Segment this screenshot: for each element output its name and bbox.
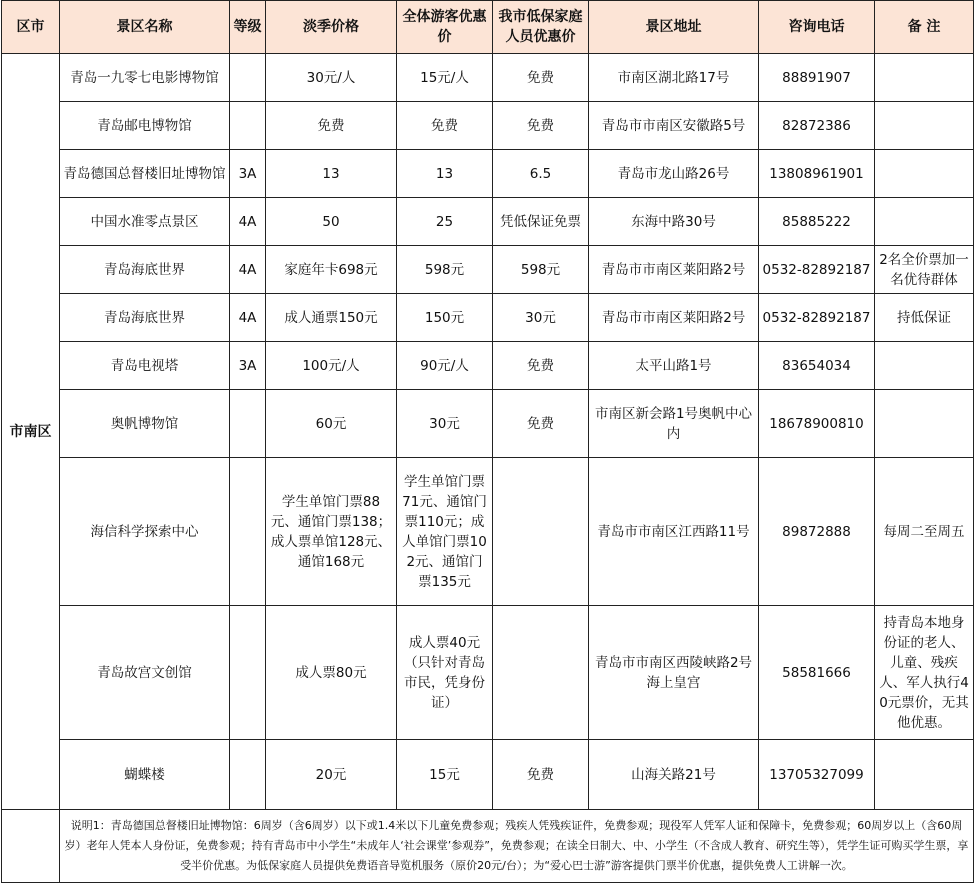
note-row [2,810,974,883]
table-row [2,458,974,606]
level-cell: 3A [230,150,266,198]
phone-cell: 89872888 [759,458,875,606]
off-season-price-cell: 100元/人 [266,342,397,390]
low-income-price-cell: 6.5 [493,150,589,198]
off-season-price-cell: 13 [266,150,397,198]
remark-cell: 持低保证 [875,294,974,342]
low-income-price-cell: 免费 [493,740,589,810]
all-visitor-price-cell: 15元/人 [397,54,493,102]
header-remark: 备 注 [875,1,974,54]
all-visitor-price-cell: 90元/人 [397,342,493,390]
table-row [2,102,974,150]
remark-cell [875,102,974,150]
off-season-price-cell: 50 [266,198,397,246]
level-cell [230,606,266,740]
all-visitor-price-cell: 15元 [397,740,493,810]
off-season-price-cell: 学生单馆门票88元、通馆门票138；成人票单馆128元、通馆168元 [266,458,397,606]
level-cell [230,458,266,606]
remark-cell [875,198,974,246]
address-cell: 青岛市市南区莱阳路2号 [589,246,759,294]
scenic-name-cell: 中国水准零点景区 [60,198,230,246]
off-season-price-cell: 20元 [266,740,397,810]
low-income-price-cell: 30元 [493,294,589,342]
header-district: 区市 [2,1,60,54]
address-cell: 山海关路21号 [589,740,759,810]
phone-cell: 85885222 [759,198,875,246]
phone-cell: 58581666 [759,606,875,740]
phone-cell: 13705327099 [759,740,875,810]
header-phone: 咨询电话 [759,1,875,54]
address-cell: 青岛市龙山路26号 [589,150,759,198]
table-row [2,150,974,198]
off-season-price-cell: 免费 [266,102,397,150]
off-season-price-cell: 成人通票150元 [266,294,397,342]
level-cell: 4A [230,198,266,246]
all-visitor-price-cell: 成人票40元（只针对青岛市民，凭身份证） [397,606,493,740]
header-all-visitor-price: 全体游客优惠价 [397,1,493,54]
all-visitor-price-cell: 13 [397,150,493,198]
scenic-name-cell: 青岛海底世界 [60,294,230,342]
off-season-price-cell: 60元 [266,390,397,458]
level-cell [230,102,266,150]
table-row [2,198,974,246]
phone-cell: 83654034 [759,342,875,390]
address-cell: 太平山路1号 [589,342,759,390]
table-row [2,390,974,458]
remark-cell [875,740,974,810]
all-visitor-price-cell: 免费 [397,102,493,150]
header-address: 景区地址 [589,1,759,54]
remark-cell: 2名全价票加一名优待群体 [875,246,974,294]
address-cell: 市南区湖北路17号 [589,54,759,102]
level-cell [230,54,266,102]
table-row [2,740,974,810]
note-text: 说明1：青岛德国总督楼旧址博物馆：6周岁（含6周岁）以下或1.4米以下儿童免费参观；残疾人凭残疾证件，免费参观；现役军人凭军人证和保障卡，免费参观；60周岁以上（含60周岁）老年人凭本人身份证，免费参观；持有青岛市中小学生“未成年人‘社会课堂’参观券”，免费参观；在读全日制大、中、小学生（不含成人教育、研究生等），凭学生证可购买学生票，享受半价优惠。为低保家庭人员提供免费语音导览机服务（原价20元/台）；为“爱心巴士游”游客提供门票半价优惠，提供免费人工讲解一次。 [60,810,974,883]
address-cell: 青岛市市南区江西路11号 [589,458,759,606]
scenic-name-cell: 青岛海底世界 [60,246,230,294]
low-income-price-cell [493,458,589,606]
address-cell: 青岛市市南区安徽路5号 [589,102,759,150]
header-level: 等级 [230,1,266,54]
remark-cell [875,390,974,458]
header-low-income-price: 我市低保家庭人员优惠价 [493,1,589,54]
table-row [2,246,974,294]
low-income-price-cell: 凭低保证免票 [493,198,589,246]
address-cell: 市南区新会路1号奥帆中心内 [589,390,759,458]
remark-cell: 每周二至周五 [875,458,974,606]
phone-cell: 18678900810 [759,390,875,458]
low-income-price-cell: 免费 [493,102,589,150]
level-cell [230,740,266,810]
scenic-name-cell: 青岛一九零七电影博物馆 [60,54,230,102]
off-season-price-cell: 成人票80元 [266,606,397,740]
low-income-price-cell: 598元 [493,246,589,294]
low-income-price-cell [493,606,589,740]
scenic-name-cell: 青岛故宫文创馆 [60,606,230,740]
header-off-season-price: 淡季价格 [266,1,397,54]
low-income-price-cell: 免费 [493,54,589,102]
header-row [2,1,974,54]
address-cell: 青岛市市南区莱阳路2号 [589,294,759,342]
table-row [2,606,974,740]
off-season-price-cell: 家庭年卡698元 [266,246,397,294]
remark-cell: 持青岛本地身份证的老人、儿童、残疾人、军人执行40元票价，无其他优惠。 [875,606,974,740]
all-visitor-price-cell: 30元 [397,390,493,458]
level-cell: 4A [230,246,266,294]
all-visitor-price-cell: 150元 [397,294,493,342]
all-visitor-price-cell: 598元 [397,246,493,294]
address-cell: 东海中路30号 [589,198,759,246]
table-row [2,54,974,102]
table-row [2,294,974,342]
level-cell: 3A [230,342,266,390]
scenic-name-cell: 奥帆博物馆 [60,390,230,458]
district-cell: 市南区 [2,54,60,810]
all-visitor-price-cell: 学生单馆门票71元、通馆门票110元；成人单馆门票102元、通馆门票135元 [397,458,493,606]
header-scenic-name: 景区名称 [60,1,230,54]
scenic-name-cell: 海信科学探索中心 [60,458,230,606]
level-cell: 4A [230,294,266,342]
all-visitor-price-cell: 25 [397,198,493,246]
remark-cell [875,150,974,198]
table-row [2,342,974,390]
level-cell [230,390,266,458]
scenic-name-cell: 青岛电视塔 [60,342,230,390]
low-income-price-cell: 免费 [493,342,589,390]
phone-cell: 82872386 [759,102,875,150]
scenic-price-table [1,0,974,883]
phone-cell: 88891907 [759,54,875,102]
low-income-price-cell: 免费 [493,390,589,458]
phone-cell: 13808961901 [759,150,875,198]
scenic-name-cell: 青岛德国总督楼旧址博物馆 [60,150,230,198]
remark-cell [875,54,974,102]
off-season-price-cell: 30元/人 [266,54,397,102]
scenic-name-cell: 青岛邮电博物馆 [60,102,230,150]
phone-cell: 0532-82892187 [759,246,875,294]
address-cell: 青岛市市南区西陵峡路2号海上皇宫 [589,606,759,740]
remark-cell [875,342,974,390]
scenic-name-cell: 蝴蝶楼 [60,740,230,810]
phone-cell: 0532-82892187 [759,294,875,342]
